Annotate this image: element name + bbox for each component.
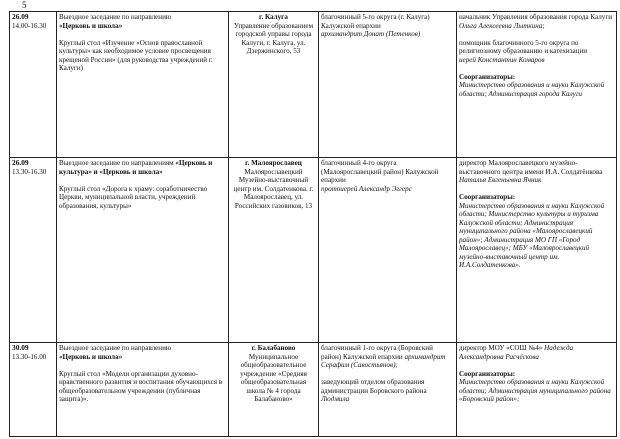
organizer-person-2: Людмила <box>321 395 350 403</box>
organizer-cell <box>319 12 457 158</box>
event-time: 13.30-16.00 <box>12 352 47 361</box>
responsible-role: начальник Управления образования города Калуги <box>459 13 613 21</box>
date-cell <box>10 12 57 158</box>
event-date: 26.09 <box>12 158 29 167</box>
event-description: Круглый стол «Модели организации духовно-нравственного развития и воспитания обучающихся в общеобразовательном учреждении (публичная защита)». <box>59 369 223 403</box>
table-row <box>10 343 617 437</box>
responsible-person: Ольга Алексеевна Лыткина; <box>459 21 545 30</box>
responsible-person: Надежда Александровна Расчёскова <box>459 344 574 361</box>
event-type: Выездное заседание по направлению <box>59 344 172 352</box>
place-cell <box>229 12 319 158</box>
responsible-cell <box>457 343 617 437</box>
place-cell <box>229 343 319 437</box>
place-cell <box>229 158 319 343</box>
place-city: г. Балабаново <box>251 344 296 352</box>
coorganizers-list: Министерство образования и науки Калужской области; Администрация муниципального района «Боровский район»; <box>459 378 611 403</box>
responsible-person-2: иерей Константин Комаров <box>459 55 545 64</box>
organizer-person: архимандрит Серафим (Савостьянов); <box>321 352 446 369</box>
responsible-cell <box>457 12 617 158</box>
organizer-cell <box>319 343 457 437</box>
event-direction: «Церковь и школа» <box>59 352 123 361</box>
table-row <box>10 12 617 158</box>
place-detail: Управление образованием городской управы города Калуги, г. Калуга, ул. Дзержинского, 53 <box>233 21 314 55</box>
event-type: Выездное заседание по направлению <box>59 13 172 21</box>
event-time: 14.00-16.30 <box>12 21 47 30</box>
organizer-person: архимандрит Донат (Петенков) <box>321 30 421 38</box>
organizer-role: благочинный 1-го округа (Боровский район) Калужской епархии <box>321 344 433 361</box>
responsible-person: Наталья Евгеньевна Ячник <box>459 176 542 184</box>
place-city: г. Калуга <box>259 13 288 21</box>
responsible-cell <box>457 158 617 343</box>
page-number: 5 <box>22 0 27 10</box>
event-cell <box>57 12 229 158</box>
place-detail: Муниципальное общеобразовательное учреждение «Средняя общеобразовательная школа № 4 города Балабаново» <box>240 352 307 403</box>
event-cell <box>57 158 229 343</box>
event-description: Круглый стол «Дорога к храму: соработничество Церкви, муниципальной власти, учреждений образования, культуры» <box>59 184 208 210</box>
organizer-role-2: заведующий отделом образования администрации Боровского района <box>321 378 427 395</box>
event-schedule-table <box>9 11 617 437</box>
coorganizers-list: Министерство образования и науки Калужской области; Администрация города Калуги <box>459 81 605 98</box>
date-cell <box>10 343 57 437</box>
place-city: г. Малоярославец <box>245 159 302 167</box>
table-row <box>10 158 617 343</box>
event-direction: «Церковь и школа» <box>59 21 123 30</box>
responsible-role: директор МОУ «СОШ №4» <box>459 344 543 352</box>
responsible-role: директор Малоярославецкого музейно-выставочного центра имени И.А. Солдатёнкова <box>459 159 603 176</box>
organizer-role: благочинный 5-го округа (г. Калуга) Калужской епархии <box>321 13 430 30</box>
event-direction: «Церковь и культура» и «Церковь и школа» <box>59 159 213 176</box>
organizer-person: протоиерей Александр Эггерс <box>321 184 412 193</box>
coorganizers-label: Соорганизаторы: <box>459 369 516 378</box>
event-time: 13.30-16.30 <box>12 167 47 176</box>
date-cell <box>10 158 57 343</box>
event-date: 30.09 <box>12 343 29 352</box>
organizer-role: благочинный 4-го округа (Малоярославецкий район) Калужской епархии <box>321 159 439 184</box>
organizer-cell <box>319 158 457 343</box>
responsible-role-2: помощник благочинного 5-го округа по религиозному образованию и катехизации <box>459 38 588 55</box>
event-date: 26.09 <box>12 12 29 21</box>
place-detail: Малоярославецкий Музейно-выставочный центр им. Солдатенкова. г. Малоярославец, ул. Российских газовиков, 13 <box>233 167 314 210</box>
coorganizers-label: Соорганизаторы: <box>459 72 516 81</box>
coorganizers-list: Министерство образования и науки Калужской области; Министерство культуры и туризма Калужской области; Администрация муниципального района «Малоярославецкий район»; Администрация МО ГП «Город Малоярославец»; МБУ «Малоярославецкий музейно-выставочный центр им. И.А.Солдатенкова». <box>459 201 605 269</box>
event-type: Выездное заседание по направлениям <box>59 159 174 167</box>
coorganizers-label: Соорганизаторы: <box>459 193 516 201</box>
event-cell <box>57 343 229 437</box>
event-description: Круглый стол «Изучение «Основ православной культуры» как необходимое условие просвещения крещеной России» (для руководства учреждений г. Калуги) <box>59 38 213 72</box>
